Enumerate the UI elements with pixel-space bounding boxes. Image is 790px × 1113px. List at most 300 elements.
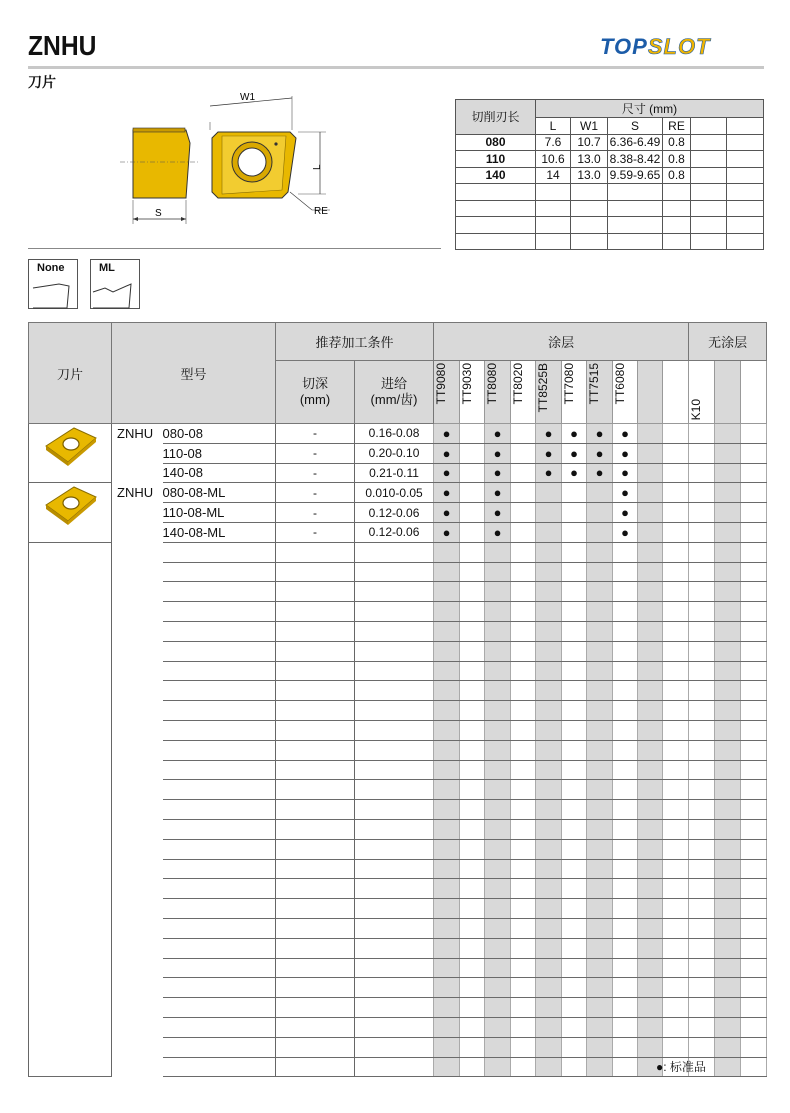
grade-mark [715, 978, 741, 998]
grade-mark [460, 740, 485, 760]
grade-mark [562, 899, 587, 919]
grade-mark [434, 938, 460, 958]
grade-mark [741, 918, 767, 938]
grade-mark [460, 859, 485, 879]
grade-mark [536, 602, 562, 622]
depth-value [276, 780, 355, 800]
grade-mark [613, 859, 638, 879]
grade-mark: ● [485, 503, 511, 523]
grade-mark [536, 582, 562, 602]
grade-mark [511, 859, 536, 879]
grade-mark [562, 503, 587, 523]
grade-mark [562, 780, 587, 800]
grade-mark [663, 760, 689, 780]
grade-mark [434, 879, 460, 899]
size-w1: 13.0 [571, 167, 608, 184]
grade-mark [587, 661, 613, 681]
grade-mark [715, 958, 741, 978]
model-code [163, 1037, 276, 1057]
page-subtitle: 刀片 [28, 74, 56, 90]
col-coated: 涂层 [434, 323, 689, 361]
size-l: 14 [536, 167, 571, 184]
grade-mark: ● [587, 443, 613, 463]
grade-mark: ● [536, 424, 562, 444]
model-prefix [112, 562, 163, 582]
grade-mark [741, 998, 767, 1018]
grade-mark [536, 701, 562, 721]
grade-mark: ● [434, 522, 460, 542]
col-feed [355, 361, 434, 424]
grade-mark [613, 938, 638, 958]
grade-mark [511, 443, 536, 463]
grade-mark [638, 661, 663, 681]
grade-mark [485, 1037, 511, 1057]
table-row [29, 1037, 767, 1057]
grade-mark [663, 463, 689, 483]
grade-mark: ● [613, 522, 638, 542]
feed-value: 0.12-0.06 [355, 503, 434, 523]
label-w1: W1 [240, 92, 255, 103]
grade-mark [741, 720, 767, 740]
grade-mark [663, 1037, 689, 1057]
model-code [163, 998, 276, 1018]
mode-label-none: None [37, 262, 65, 274]
grade-mark [511, 522, 536, 542]
model-code [163, 641, 276, 661]
grade-mark [536, 1017, 562, 1037]
grade-mark [587, 720, 613, 740]
grade-mark [638, 1037, 663, 1057]
depth-value [276, 542, 355, 562]
grade-mark [485, 641, 511, 661]
model-code [163, 582, 276, 602]
grade-mark [638, 602, 663, 622]
grade-mark [511, 1057, 536, 1077]
grade-mark: ● [485, 424, 511, 444]
table-row [29, 661, 767, 681]
grade-mark [613, 681, 638, 701]
size-col-size: 尺寸 (mm) [536, 100, 764, 118]
depth-value [276, 1057, 355, 1077]
grade-mark [562, 978, 587, 998]
grade-mark [638, 424, 663, 444]
grade-mark [689, 542, 715, 562]
grade-mark [460, 542, 485, 562]
grade-mark: ● [613, 503, 638, 523]
grade-mark [613, 780, 638, 800]
grade-mark: ● [434, 483, 460, 503]
grade-mark [741, 562, 767, 582]
grade-mark [613, 998, 638, 1018]
grade-mark [485, 621, 511, 641]
grade-mark [689, 602, 715, 622]
size-row-empty [456, 217, 764, 234]
grade-mark [511, 621, 536, 641]
model-code [163, 978, 276, 998]
model-prefix [112, 859, 163, 879]
model-prefix [112, 542, 163, 562]
grade-mark [460, 602, 485, 622]
grade-mark [715, 661, 741, 681]
grade-mark [434, 978, 460, 998]
feed-value [355, 839, 434, 859]
legend-text: : 标准品 [663, 1060, 706, 1074]
grade-mark [434, 582, 460, 602]
grade-mark [715, 681, 741, 701]
grade-mark [663, 503, 689, 523]
grade-mark [741, 602, 767, 622]
grade-mark [587, 958, 613, 978]
model-prefix [112, 503, 163, 523]
model-code: 140-08-ML [163, 522, 276, 542]
grade-mark [460, 819, 485, 839]
grade-mark [536, 938, 562, 958]
grade-mark [663, 978, 689, 998]
grade-mark [587, 819, 613, 839]
grade-mark [536, 522, 562, 542]
grade-mark [485, 681, 511, 701]
grade-mark [638, 542, 663, 562]
size-edge: 140 [456, 167, 536, 184]
label-s: S [155, 208, 162, 219]
grade-mark [587, 740, 613, 760]
grade-mark [536, 641, 562, 661]
table-row [29, 800, 767, 820]
grade-mark [511, 720, 536, 740]
model-code [163, 720, 276, 740]
feed-value [355, 859, 434, 879]
grade-mark [689, 562, 715, 582]
grade-mark [613, 899, 638, 919]
model-prefix [112, 661, 163, 681]
model-prefix: ZNHU [112, 483, 163, 503]
grade-mark [511, 503, 536, 523]
grade-mark: ● [536, 463, 562, 483]
model-prefix [112, 701, 163, 721]
grade-mark [613, 641, 638, 661]
grade-mark [536, 661, 562, 681]
grade-mark [562, 582, 587, 602]
model-prefix [112, 443, 163, 463]
grade-mark [715, 819, 741, 839]
depth-value: - [276, 503, 355, 523]
table-row [29, 978, 767, 998]
col-depth [276, 361, 355, 424]
depth-value [276, 978, 355, 998]
depth-value: - [276, 522, 355, 542]
grade-mark [460, 621, 485, 641]
grade-mark [613, 918, 638, 938]
model-code [163, 621, 276, 641]
grade-mark [511, 760, 536, 780]
table-row [29, 998, 767, 1018]
insert-image-icon [40, 483, 100, 527]
table-row [29, 760, 767, 780]
grade-mark [562, 661, 587, 681]
grade-mark [613, 879, 638, 899]
grade-mark [511, 661, 536, 681]
grade-mark [434, 839, 460, 859]
logo-top-text: TOP [600, 34, 648, 59]
grade-mark [562, 1057, 587, 1077]
diagram-separator [28, 248, 441, 249]
table-row [29, 879, 767, 899]
grade-mark [613, 542, 638, 562]
grade-mark [511, 938, 536, 958]
grade-mark [638, 701, 663, 721]
grade-mark [587, 879, 613, 899]
grade-mark [485, 1057, 511, 1077]
model-code [163, 859, 276, 879]
grade-mark [689, 918, 715, 938]
grade-mark [587, 978, 613, 998]
grade-mark [663, 819, 689, 839]
grade-mark [689, 899, 715, 919]
grade-mark [536, 681, 562, 701]
grade-mark [460, 978, 485, 998]
grade-mark [587, 1057, 613, 1077]
grade-mark [663, 483, 689, 503]
grade-mark [741, 1057, 767, 1077]
grade-mark [663, 938, 689, 958]
grade-mark [689, 958, 715, 978]
grade-mark [562, 938, 587, 958]
depth-value: - [276, 483, 355, 503]
feed-value [355, 621, 434, 641]
grade-mark [562, 760, 587, 780]
grade-mark [511, 424, 536, 444]
grade-mark [587, 621, 613, 641]
grade-mark [485, 701, 511, 721]
feed-value [355, 958, 434, 978]
grade-mark [434, 819, 460, 839]
grade-mark [663, 443, 689, 463]
table-row [29, 681, 767, 701]
grade-mark: ● [562, 463, 587, 483]
model-prefix [112, 522, 163, 542]
grade-mark [485, 859, 511, 879]
insert-image-cell-empty [29, 542, 112, 1077]
grade-mark [511, 641, 536, 661]
grade-mark [663, 839, 689, 859]
grade-mark: ● [613, 424, 638, 444]
grade-mark [715, 938, 741, 958]
grade-mark [536, 839, 562, 859]
grade-mark [613, 800, 638, 820]
depth-value [276, 918, 355, 938]
feed-value [355, 800, 434, 820]
grade-mark [460, 562, 485, 582]
model-code: 140-08 [163, 463, 276, 483]
grade-header: TT9030 [460, 361, 485, 424]
grade-mark [536, 720, 562, 740]
feed-value [355, 879, 434, 899]
grade-mark [536, 998, 562, 1018]
feed-value: 0.20-0.10 [355, 443, 434, 463]
table-row [29, 522, 767, 542]
grade-mark [689, 661, 715, 681]
grade-mark [689, 800, 715, 820]
grade-mark [587, 701, 613, 721]
size-s: 8.38-8.42 [608, 151, 663, 168]
depth-value [276, 859, 355, 879]
grade-mark [587, 483, 613, 503]
model-code [163, 661, 276, 681]
feed-value [355, 819, 434, 839]
grade-mark [741, 1037, 767, 1057]
size-re: 0.8 [663, 167, 691, 184]
grade-mark [434, 899, 460, 919]
grade-mark: ● [434, 503, 460, 523]
grade-mark [689, 522, 715, 542]
col-uncoated: 无涂层 [689, 323, 767, 361]
depth-value [276, 938, 355, 958]
grade-mark [638, 720, 663, 740]
grade-mark [638, 562, 663, 582]
grade-mark [715, 621, 741, 641]
grade-mark [562, 720, 587, 740]
grade-header: TT8525B [536, 361, 562, 424]
grade-mark [460, 582, 485, 602]
grade-mark [460, 463, 485, 483]
grade-mark [562, 641, 587, 661]
grade-mark [638, 978, 663, 998]
grade-mark [741, 681, 767, 701]
grade-header-empty [715, 361, 741, 424]
grade-mark [663, 661, 689, 681]
grade-mark [485, 542, 511, 562]
table-row [29, 720, 767, 740]
grade-mark [663, 602, 689, 622]
grade-mark [638, 800, 663, 820]
grade-mark [689, 503, 715, 523]
grade-mark [689, 780, 715, 800]
size-row [456, 134, 764, 151]
grade-mark [536, 819, 562, 839]
grade-mark [741, 621, 767, 641]
grade-mark [689, 621, 715, 641]
grade-mark [715, 760, 741, 780]
grade-mark [587, 582, 613, 602]
grade-header-empty [741, 361, 767, 424]
col-feed-line1: 进给 [381, 376, 408, 391]
model-code [163, 562, 276, 582]
grade-mark [715, 522, 741, 542]
mode-box-none [28, 259, 78, 309]
grade-mark [715, 602, 741, 622]
model-prefix [112, 918, 163, 938]
legend-mark: ● [656, 1060, 664, 1074]
grade-mark [663, 879, 689, 899]
grade-mark [562, 602, 587, 622]
grade-mark [613, 958, 638, 978]
grade-mark [715, 720, 741, 740]
grade-mark [562, 1017, 587, 1037]
grade-mark [613, 839, 638, 859]
grade-mark [485, 918, 511, 938]
model-prefix [112, 1057, 163, 1077]
grade-mark [587, 681, 613, 701]
grade-mark [638, 938, 663, 958]
grade-mark [587, 780, 613, 800]
grade-mark [663, 780, 689, 800]
grade-mark [663, 800, 689, 820]
feed-value [355, 780, 434, 800]
col-model: 型号 [112, 323, 276, 424]
grade-mark [715, 740, 741, 760]
table-row [29, 899, 767, 919]
grade-mark [460, 1057, 485, 1077]
grade-mark [715, 562, 741, 582]
grade-mark [434, 720, 460, 740]
grade-mark [741, 819, 767, 839]
grade-mark [562, 701, 587, 721]
grade-mark [434, 542, 460, 562]
mode-label-ml: ML [99, 262, 115, 274]
grade-mark [741, 899, 767, 919]
grade-mark [460, 641, 485, 661]
grade-mark [715, 839, 741, 859]
grade-mark [485, 839, 511, 859]
feed-value [355, 681, 434, 701]
grade-mark: ● [562, 443, 587, 463]
grade-mark [587, 641, 613, 661]
grade-mark [613, 819, 638, 839]
grade-mark [485, 740, 511, 760]
depth-value [276, 998, 355, 1018]
insert-image-icon [40, 424, 100, 468]
grade-mark [434, 780, 460, 800]
model-prefix [112, 780, 163, 800]
grade-mark [663, 641, 689, 661]
grade-mark [689, 483, 715, 503]
grade-mark [434, 641, 460, 661]
grade-mark [663, 681, 689, 701]
grade-mark [485, 978, 511, 998]
grade-mark [587, 542, 613, 562]
grade-mark [460, 424, 485, 444]
grade-mark [485, 938, 511, 958]
table-row [29, 1017, 767, 1037]
grade-mark [460, 998, 485, 1018]
grade-mark: ● [485, 522, 511, 542]
grade-mark: ● [562, 424, 587, 444]
table-row [29, 701, 767, 721]
grade-mark [613, 1017, 638, 1037]
grade-mark [434, 1037, 460, 1057]
grade-mark [511, 879, 536, 899]
grade-mark [434, 958, 460, 978]
grade-mark: ● [485, 463, 511, 483]
grade-mark [613, 978, 638, 998]
grade-mark [485, 602, 511, 622]
model-prefix [112, 582, 163, 602]
model-code [163, 938, 276, 958]
table-row [29, 839, 767, 859]
grade-mark [741, 641, 767, 661]
grade-mark [741, 839, 767, 859]
header-rule [28, 66, 764, 69]
grade-mark [511, 483, 536, 503]
model-code [163, 780, 276, 800]
feed-value [355, 582, 434, 602]
grade-mark [638, 641, 663, 661]
grade-mark [562, 562, 587, 582]
col-conditions: 推荐加工条件 [276, 323, 434, 361]
size-w1: 13.0 [571, 151, 608, 168]
grade-mark [536, 800, 562, 820]
grade-mark [613, 562, 638, 582]
